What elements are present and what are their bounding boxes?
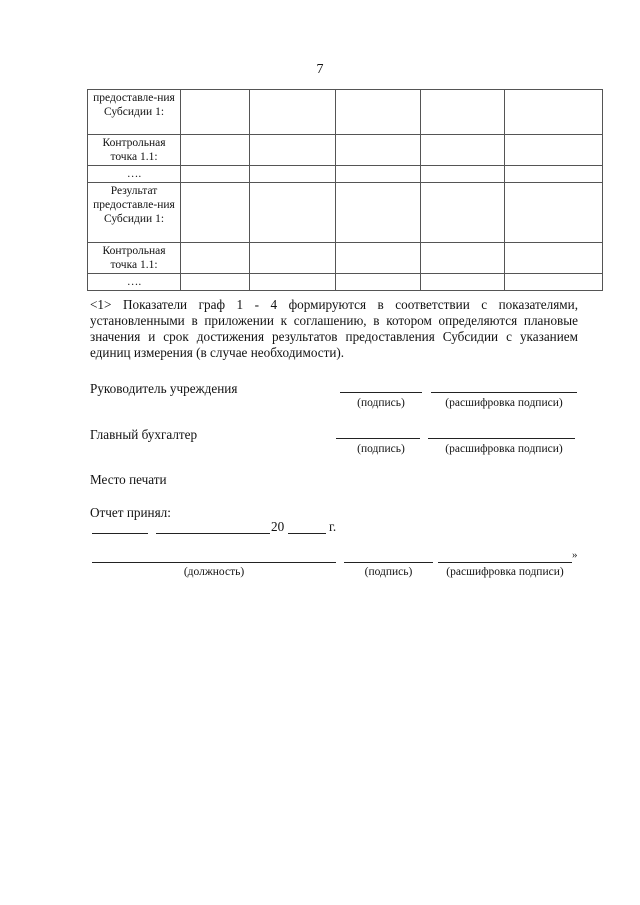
closing-quote: » <box>572 549 578 561</box>
table-row <box>88 135 603 166</box>
accepted-label: Отчет принял: <box>90 505 171 520</box>
table-cell: предоставле-ния Субсидии 1: <box>88 90 181 135</box>
table-cell <box>336 183 421 243</box>
position-caption: (должность) <box>183 566 245 578</box>
signature-caption: (подпись) <box>357 397 405 409</box>
footnote: <1> Показатели граф 1 - 4 формируются в соответствии с показателями, установленными в приложении к соглашению, в котором определяются плановые значения и срок достижения результатов предоставления Субсидии с указанием единиц измерения (в случае необходимости). <box>90 297 578 360</box>
acceptor-signature-line <box>344 562 433 563</box>
head-decode-line <box>431 392 577 393</box>
decode-caption: (расшифровка подписи) <box>445 443 563 455</box>
head-label: Руководитель учреждения <box>90 381 238 396</box>
decode-caption: (расшифровка подписи) <box>445 397 563 409</box>
table-cell <box>505 274 603 291</box>
table-cell <box>421 274 505 291</box>
table-row <box>88 274 603 291</box>
table-row <box>88 166 603 183</box>
table-cell <box>421 90 505 135</box>
table-cell: Контрольная точка 1.1: <box>88 135 181 166</box>
table-cell <box>421 243 505 274</box>
table-cell <box>181 90 250 135</box>
table-cell <box>250 243 336 274</box>
table-cell: Контрольная точка 1.1: <box>88 243 181 274</box>
table-cell <box>336 90 421 135</box>
report-table <box>87 89 603 291</box>
table-cell <box>505 135 603 166</box>
table-cell: Результат предоставле-ния Субсидии 1: <box>88 183 181 243</box>
head-signature-line <box>340 392 422 393</box>
table-cell <box>336 243 421 274</box>
table-cell <box>250 274 336 291</box>
acceptor-decode-line <box>438 562 572 563</box>
accountant-label: Главный бухгалтер <box>90 427 198 442</box>
signature-caption: (подпись) <box>357 443 405 455</box>
table-cell <box>181 135 250 166</box>
table-cell: …. <box>88 274 181 291</box>
table-cell <box>421 183 505 243</box>
table-cell <box>250 166 336 183</box>
year-prefix: 20 <box>271 519 285 534</box>
table-cell: …. <box>88 166 181 183</box>
year-suffix: г. <box>329 519 337 534</box>
table-cell <box>250 135 336 166</box>
table-row <box>88 243 603 274</box>
table-cell <box>505 90 603 135</box>
table-cell <box>336 135 421 166</box>
table-cell <box>181 183 250 243</box>
accountant-decode-line <box>428 438 575 439</box>
table-cell <box>181 166 250 183</box>
table-cell <box>250 90 336 135</box>
table-cell <box>336 166 421 183</box>
page-number: 7 <box>316 62 324 77</box>
table-cell <box>505 183 603 243</box>
table-cell <box>181 243 250 274</box>
table-cell <box>505 243 603 274</box>
stamp-label: Место печати <box>90 472 167 487</box>
table-cell <box>336 274 421 291</box>
day-line <box>92 533 148 534</box>
year-line <box>288 533 326 534</box>
table-cell <box>181 274 250 291</box>
table-cell <box>421 135 505 166</box>
table-cell <box>421 166 505 183</box>
signature-caption: (подпись) <box>364 566 413 578</box>
month-line <box>156 533 270 534</box>
table-cell <box>505 166 603 183</box>
table-row <box>88 183 603 243</box>
position-line <box>92 562 336 563</box>
decode-caption: (расшифровка подписи) <box>446 566 564 578</box>
table-row <box>88 90 603 135</box>
table-cell <box>250 183 336 243</box>
accountant-signature-line <box>336 438 420 439</box>
